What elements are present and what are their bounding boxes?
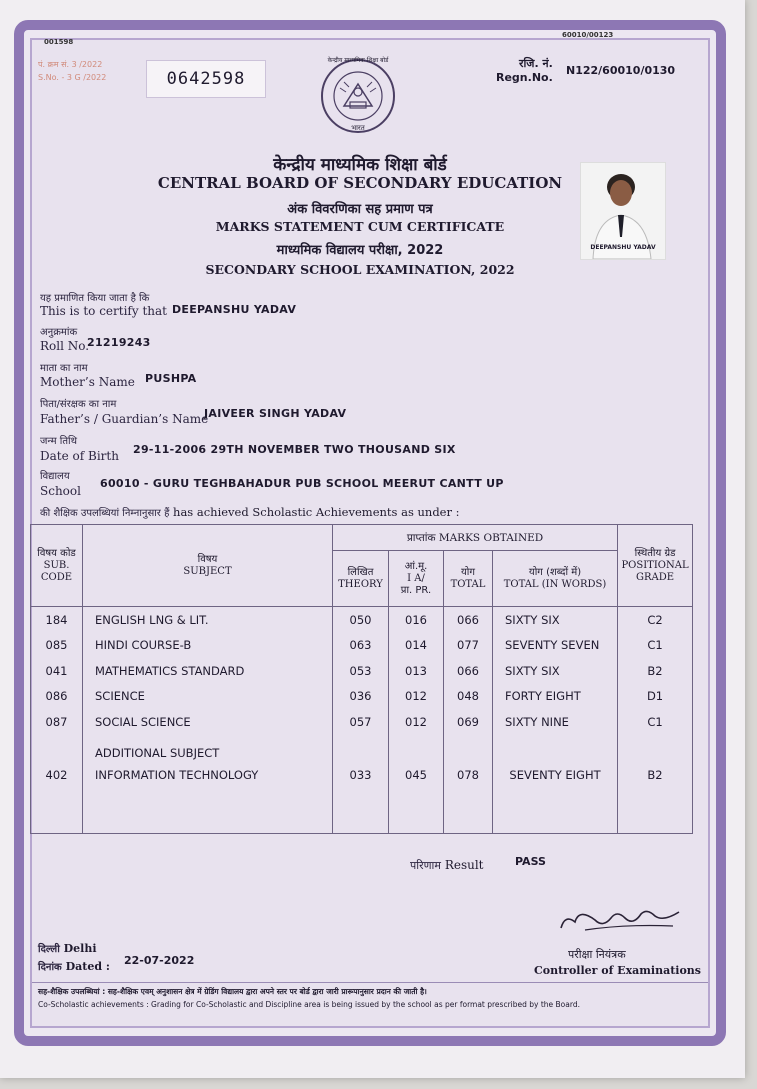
controller-signature <box>555 900 685 940</box>
place-and-date <box>38 940 110 976</box>
footer-divider <box>32 982 708 983</box>
ia-marks: 012 <box>389 709 444 735</box>
additional-subject-label: ADDITIONAL SUBJECT <box>83 735 333 763</box>
col-header-total <box>444 551 493 607</box>
total-in-words: SIXTY SIX <box>493 658 618 684</box>
emblem-top-text: केन्द्रीय माध्यमिक शिक्षा बोर्ड <box>327 57 389 64</box>
certify-label-en: This is to certify that <box>40 304 167 318</box>
doc-title-en: MARKS STATEMENT CUM CERTIFICATE <box>215 219 505 234</box>
ia-marks: 014 <box>389 633 444 659</box>
subject-name: SOCIAL SCIENCE <box>83 709 333 735</box>
table-row <box>31 607 693 633</box>
result-label <box>410 858 484 873</box>
roll-label-en: Roll No. <box>40 339 90 353</box>
col-header-total-en: TOTAL <box>450 578 486 590</box>
achievement-intro-en: has achieved Scholastic Achievements as under : <box>173 505 460 519</box>
achievement-intro-hi: की शैक्षिक उपलब्धियां निम्नानुसार हैं <box>40 508 170 519</box>
sub-code: 085 <box>31 633 83 659</box>
father-label-en: Father’s / Guardian’s Name <box>40 412 209 426</box>
place-en: Delhi <box>63 942 97 955</box>
total-marks: 066 <box>444 607 493 633</box>
total-marks: 066 <box>444 658 493 684</box>
total-marks: 048 <box>444 684 493 710</box>
result-label-en: Result <box>444 858 484 872</box>
regn-number: N122/60010/0130 <box>566 64 676 77</box>
sub-code: 402 <box>31 762 83 788</box>
theory-marks: 053 <box>333 658 389 684</box>
theory-marks: 050 <box>333 607 389 633</box>
col-header-code-en: SUB. CODE <box>40 559 73 583</box>
table-row <box>31 709 693 735</box>
student-name: DEEPANSHU YADAV <box>172 303 297 316</box>
col-header-theory-en: THEORY <box>338 578 383 590</box>
total-marks: 078 <box>444 762 493 788</box>
sub-code: 041 <box>31 658 83 684</box>
board-name-en: CENTRAL BOARD OF SECONDARY EDUCATION <box>157 174 563 192</box>
col-header-theory-hi: लिखित <box>347 566 374 578</box>
additional-subject-label-row <box>31 735 693 763</box>
marks-table <box>30 524 693 834</box>
col-header-grade <box>618 525 693 607</box>
footer-note-en: Co-Scholastic achievements : Grading for Co-Scholastic and Discipline area is being issued by the school as per format prescribed by the Board. <box>38 1000 580 1009</box>
roll-label-hi: अनुक्रमांक <box>40 327 78 338</box>
total-in-words: SEVENTY EIGHT <box>493 762 618 788</box>
theory-marks: 033 <box>333 762 389 788</box>
mother-label-hi: माता का नाम <box>40 363 88 374</box>
table-row <box>31 684 693 710</box>
col-header-pr: प्रा. PR. <box>400 584 432 596</box>
positional-grade: D1 <box>618 684 693 710</box>
subject-name: HINDI COURSE-B <box>83 633 333 659</box>
total-in-words: SIXTY NINE <box>493 709 618 735</box>
col-header-ia <box>389 551 444 607</box>
certify-label-hi: यह प्रमाणित किया जाता है कि <box>40 293 150 304</box>
col-header-subject-hi: विषय <box>197 553 218 565</box>
total-in-words: SIXTY SIX <box>493 607 618 633</box>
theory-marks: 063 <box>333 633 389 659</box>
mother-name: PUSHPA <box>145 372 197 385</box>
dated-hi: दिनांक <box>38 962 62 973</box>
col-header-words <box>493 551 618 607</box>
total-in-words: FORTY EIGHT <box>493 684 618 710</box>
result-value: PASS <box>515 855 546 868</box>
achievement-intro <box>40 505 460 519</box>
subject-name: INFORMATION TECHNOLOGY <box>83 762 333 788</box>
regn-label <box>496 57 553 85</box>
col-header-code <box>31 525 83 607</box>
subject-name: ENGLISH LNG & LIT. <box>83 607 333 633</box>
col-header-words-hi: योग (शब्दों में) <box>528 566 582 578</box>
place-hi: दिल्ली <box>38 944 60 955</box>
col-header-code-hi: विषय कोड <box>37 547 76 559</box>
positional-grade: C1 <box>618 633 693 659</box>
sub-code: 086 <box>31 684 83 710</box>
result-label-hi: परिणाम <box>410 859 441 872</box>
footer-note-hi: सह-शैक्षिक उपलब्धियां : सह-शैक्षिक एवम् अनुशासन क्षेत्र में ग्रेडिंग विद्यालय द्वारा अपने स्तर पर बोर्ड द्वारा जारी प्रारूपानुसार प्रदान की जाती है। <box>38 987 427 996</box>
dob-label-hi: जन्म तिथि <box>40 436 78 447</box>
photo-caption: DEEPANSHU YADAV <box>590 244 656 251</box>
ia-marks: 012 <box>389 684 444 710</box>
regn-label-hi: रजि. नं. <box>518 57 553 70</box>
serial-top-right: 60010/00123 <box>562 31 614 39</box>
total-in-words: SEVENTY SEVEN <box>493 633 618 659</box>
board-name-hi: केन्द्रीय माध्यमिक शिक्षा बोर्ड <box>273 155 447 175</box>
school-name: 60010 - GURU TEGHBAHADUR PUB SCHOOL MEERUT CANTT UP <box>100 477 504 490</box>
positional-grade: C1 <box>618 709 693 735</box>
emblem-bottom-text: भारत <box>351 124 365 132</box>
stamp-line-2: S.No. - 3 G /2022 <box>38 73 107 82</box>
dated-en: Dated : <box>65 960 110 973</box>
col-header-words-en: TOTAL (IN WORDS) <box>503 578 607 590</box>
col-header-marks: प्राप्तांक MARKS OBTAINED <box>333 525 618 551</box>
ia-marks: 013 <box>389 658 444 684</box>
sub-code: 087 <box>31 709 83 735</box>
ia-marks: 016 <box>389 607 444 633</box>
ia-marks: 045 <box>389 762 444 788</box>
subject-name: SCIENCE <box>83 684 333 710</box>
school-label-en: School <box>40 484 81 498</box>
col-header-total-hi: योग <box>460 566 476 578</box>
mother-label-en: Mother’s Name <box>40 375 135 389</box>
total-marks: 069 <box>444 709 493 735</box>
col-header-subject <box>83 525 333 607</box>
col-header-ia-en: I A/ <box>407 572 425 584</box>
issue-date: 22-07-2022 <box>124 954 195 967</box>
col-header-theory <box>333 551 389 607</box>
positional-grade: B2 <box>618 762 693 788</box>
doc-title-hi: अंक विवरणिका सह प्रमाण पत्र <box>287 202 433 217</box>
table-row <box>31 633 693 659</box>
date-of-birth: 29-11-2006 29TH NOVEMBER TWO THOUSAND SIX <box>133 443 456 456</box>
controller-title-hi: परीक्षा नियंत्रक <box>568 948 626 961</box>
col-header-subject-en: SUBJECT <box>183 565 232 577</box>
exam-title-hi: माध्यमिक विद्यालय परीक्षा, 2022 <box>276 243 444 258</box>
certificate-number: 0642598 <box>146 60 266 98</box>
sub-code: 184 <box>31 607 83 633</box>
father-label-hi: पिता/संरक्षक का नाम <box>40 399 117 410</box>
subject-name: MATHEMATICS STANDARD <box>83 658 333 684</box>
col-header-grade-en: POSITIONAL GRADE <box>621 559 689 583</box>
roll-number: 21219243 <box>87 336 151 349</box>
regn-label-en: Regn.No. <box>496 71 553 84</box>
dob-label-en: Date of Birth <box>40 449 119 463</box>
serial-top-left: 001598 <box>44 38 74 46</box>
ink-stamp <box>38 58 138 94</box>
positional-grade: B2 <box>618 658 693 684</box>
stamp-line-1: पं. क्रम सं. 3 /2022 <box>38 60 103 69</box>
exam-title-en: SECONDARY SCHOOL EXAMINATION, 2022 <box>205 262 515 277</box>
col-header-grade-hi: स्थितीय ग्रेड <box>634 547 676 559</box>
theory-marks: 057 <box>333 709 389 735</box>
father-name: JAIVEER SINGH YADAV <box>204 407 347 420</box>
table-row-additional <box>31 762 693 788</box>
col-header-ia-hi: आं.मू. <box>404 560 428 572</box>
table-filler-row <box>31 788 693 834</box>
positional-grade: C2 <box>618 607 693 633</box>
table-row <box>31 658 693 684</box>
controller-title-en: Controller of Examinations <box>534 964 701 977</box>
theory-marks: 036 <box>333 684 389 710</box>
school-label-hi: विद्यालय <box>40 471 70 482</box>
total-marks: 077 <box>444 633 493 659</box>
